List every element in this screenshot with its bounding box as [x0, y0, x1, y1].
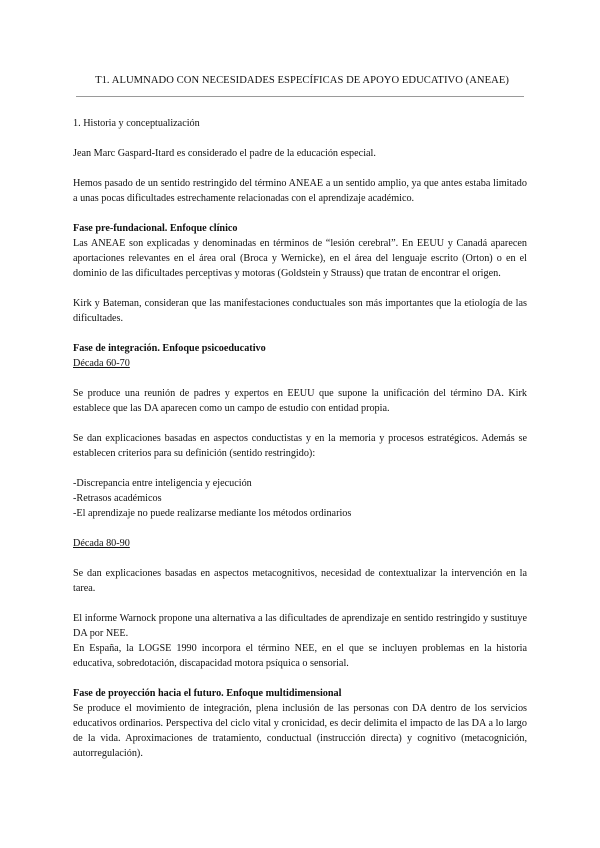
- title-divider: [76, 96, 524, 97]
- decade-heading: Década 80-90: [73, 538, 130, 549]
- document-title: T1. ALUMNADO CON NECESIDADES ESPECÍFICAS DE APOYO EDUCATIVO (ANEAE): [95, 75, 509, 86]
- paragraph: Se dan explicaciones basadas en aspectos conductistas y en la memoria y procesos estratégicos. Además se establecen criterios para su definición (sentido restringido):: [73, 433, 527, 459]
- phase-heading: Fase de integración. Enfoque psicoeducativo: [73, 343, 266, 354]
- section-heading: 1. Historia y conceptualización: [73, 118, 200, 129]
- paragraph: Se produce el movimiento de integración, plena inclusión de las personas con DA dentro de los servicios educativos ordinarios. Perspectiva del ciclo vital y cronicidad, es decir delimita el impacto de las DA a lo largo de la vida. Aproximaciones de tratamiento, conductual (instrucción directa) y cognitivo (metacognición, autorregulación).: [73, 703, 527, 759]
- paragraph: Kirk y Bateman, consideran que las manifestaciones conductuales son más importantes que la etiología de las dificultades.: [73, 298, 527, 324]
- phase-heading: Fase de proyección hacia el futuro. Enfoque multidimensional: [73, 688, 342, 699]
- paragraph: Se dan explicaciones basadas en aspectos metacognitivos, necesidad de contextualizar la intervención en la tarea.: [73, 568, 527, 594]
- paragraph: Hemos pasado de un sentido restringido del término ANEAE a un sentido amplio, ya que antes estaba limitado a unas pocas dificultades estrechamente relacionadas con el aprendizaje académico.: [73, 178, 527, 204]
- list-item: -Discrepancia entre inteligencia y ejecución: [73, 478, 252, 489]
- paragraph: Las ANEAE son explicadas y denominadas en términos de “lesión cerebral”. En EEUU y Canadá aparecen aportaciones relevantes en el área oral (Broca y Wernicke), en el área del lenguaje escrito (Orton) o en el dominio de las dificultades perceptivas y motoras (Goldstein y Strauss) que tratan de encontrar el origen.: [73, 238, 527, 279]
- paragraph: Jean Marc Gaspard-Itard es considerado el padre de la educación especial.: [73, 148, 376, 159]
- document-body: [73, 116, 527, 761]
- phase-heading: Fase pre-fundacional. Enfoque clínico: [73, 223, 238, 234]
- paragraph: Se produce una reunión de padres y expertos en EEUU que supone la unificación del término DA. Kirk establece que las DA aparecen como un campo de estudio con entidad propia.: [73, 388, 527, 414]
- list-item: -El aprendizaje no puede realizarse mediante los métodos ordinarios: [73, 508, 352, 519]
- decade-heading: Década 60-70: [73, 358, 130, 369]
- paragraph: El informe Warnock propone una alternativa a las dificultades de aprendizaje en sentido restringido y sustituye DA por NEE.: [73, 613, 527, 639]
- paragraph: En España, la LOGSE 1990 incorpora el término NEE, en el que se incluyen problemas en la historia educativa, sobredotación, discapacidad motora psíquica o sensorial.: [73, 643, 527, 669]
- list-item: -Retrasos académicos: [73, 493, 162, 504]
- criteria-list: [73, 476, 527, 521]
